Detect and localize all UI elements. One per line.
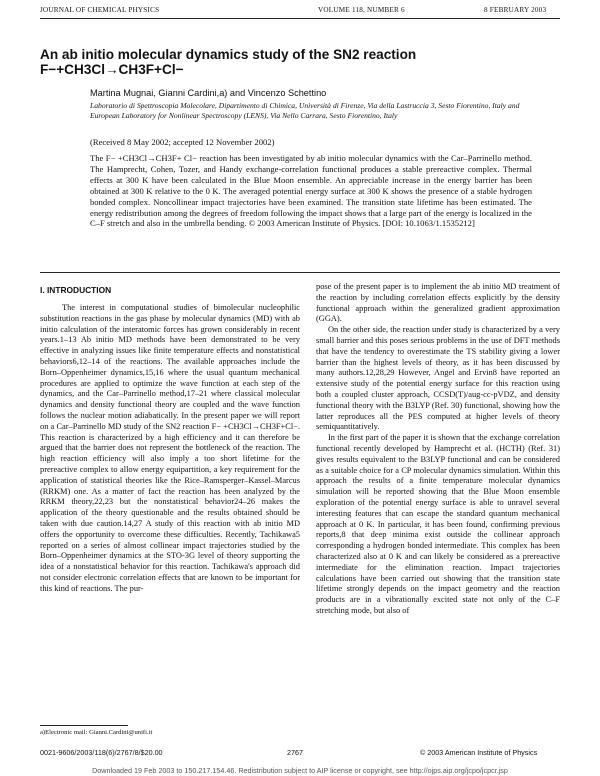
- right-column-text: [316, 282, 560, 617]
- paper-title: [40, 48, 416, 77]
- volume-info: VOLUME 118, NUMBER 6: [318, 6, 405, 14]
- footnote: a)Electronic mail: Gianni.Cardini@unifi.it: [40, 729, 153, 736]
- paragraph: pose of the present paper is to implement the ab initio MD treatment of the reaction by including correlation effects explicitly by the density functional approach within the generalized gradient approximation (GGA).: [316, 282, 560, 324]
- paragraph: In the first part of the paper it is shown that the exchange correlation functional recently developed by Hamprecht et al. (HCTH) (Ref. 31) gives results equivalent to the B3LYP functional and can be considered as a suitable choice for a CP molecular dynamics simulation. Within this approach the results of a finite temperature molecular dynamics simulation will be reported showing that the Blue Moon ensemble exploration of the potential energy surface is able to unravel several interesting features that can escape the standard quantum mechanical approach at 0 K. In particular, it has been found, confirming previous reports,8 that deep minima exist outside the collinear approach corresponding a hydrogen bonded intermediate. This complex has been characterized also at 0 K and can likely be considered as a prereactive intermediate for the elimination reaction. Impact trajectories calculations have been carried out showing that the transition state lifetime strongly depends on the impact geometry and the reaction products are in a vibrationally excited state not only of the C–F stretching mode, but also of: [316, 433, 560, 615]
- left-column-text: The interest in computational studies of bimolecular nucleophilic substitution reactions in the gas phase by molecular dynamics (MD) with ab initio calculation of the interatomic forces has grown considerably in recent years.1–13 Ab initio MD methods have been demonstrated to be very effective in analyzing issues like finite temperature effects and nonstatistical behaviors6,12–14 of the reactions. The available approaches include the Born–Oppenheimer dynamics,15,16 where the usual quantum mechanical procedures are applied to optimize the wave function at each step of the dynamics, and the Car–Parrinello method,17–21 where classical molecular dynamics and density functional theory are coupled and the wave function follows the nuclear motion adiabatically. In the present paper we will report on a Car–Parrinello MD study of the SN2 reaction F− +CH3Cl→CH3F+Cl−. This reaction is characterized by a high efficiency and it can therefore be argued that the barrier does not represent the bottleneck of the reaction. The high reaction efficiency will also imply a too short lifetime for the prereactive complex to allow energy equipartition, a key requirement for the application of statistical theories like the Rice–Ramsperger–Kassel–Marcus (RRKM) one. As a matter of fact the reaction has been analyzed by the RRKM theory,22,23 but the nonstatistical behavior24–26 makes the application of the theory questionable and the results obtained should be taken with due caution.14,27 A study of this reaction with ab initio MD offers the opportunity to overcome these difficulties. Recently, Tachikawa5 reported on a series of almost collinear impact trajectories studied by the Born–Oppenheimer dynamics at the STO-3G level of theory supporting the idea of a nonstatistical behavior for this reaction. Tachikawa's approach did not consider electronic correlation effects that are known to be important for this kind of reactions. The pur-: [40, 303, 300, 593]
- paragraph: On the other side, the reaction under study is characterized by a very small barrier and this poses serious problems in the use of DFT methods that have the tendency to overestimate the TS stability giving a lower barrier than the highest levels of theory, as it has been discussed by many authors.12,28,29 However, Angel and Ervin8 have reported an extensive study of the potential energy surface for this reaction using both a coupled cluster approach, CCSD(T)/aug-cc-pVDZ, and density functional theory with the B3LYP (Ref. 30) functional, showing how the latter reproduces all the PES computed at higher levels of theory semiquantitatively.: [316, 325, 560, 432]
- footnote-rule: [40, 725, 128, 726]
- section-heading: I. INTRODUCTION: [40, 285, 112, 295]
- abstract: The F− +CH3Cl→CH3F+ Cl− reaction has been investigated by ab initio molecular dynamics with the Car–Parrinello method. The Hamprecht, Cohen, Tozer, and Handy exchange-correlation functional produces a stable prereactive complex. Thermal effects at 300 K have been calculated in the Blue Moon ensemble. An appreciable increase in the energy barrier has been obtained at 300 K relative to the 0 K. The averaged potential energy surface at 300 K shows the presence of a stable hydrogen bonded complex. Noncollinear impact trajectories have been examined. The transition state lifetime has been estimated. The energy redistribution among the degrees of freedom following the impact shows that a large part of the energy is localized in the C–F stretch and also in the umbrella bending. © 2003 American Institute of Physics. [DOI: 10.1063/1.1535212]: [90, 153, 532, 229]
- download-notice: Downloaded 19 Feb 2003 to 150.217.154.46. Redistribution subject to AIP license or copyright, see http://ojps.aip.org/jcpo/jcpcr.jsp: [92, 766, 508, 775]
- affiliation: Laboratorio di Spettroscopia Molecolare, Dipartimento di Chimica, Università di Firenze, Via della Lastruccia 3, Sesto Fiorentino, Italy and European Laboratory for Nonlinear Spectroscopy (LENS), Via Nello Carrara, Sesto Fiorentino, Italy: [90, 101, 520, 121]
- footer-code: 0021-9606/2003/118(6)/2767/8/$20.00: [40, 748, 163, 757]
- received-dates: (Received 8 May 2002; accepted 12 November 2002): [90, 137, 275, 147]
- title-line-2: F−+CH3Cl→CH3F+Cl−: [40, 61, 184, 77]
- journal-name: JOURNAL OF CHEMICAL PHYSICS: [40, 6, 160, 14]
- author-list: Martina Mugnai, Gianni Cardini,a) and Vincenzo Schettino: [90, 88, 327, 98]
- issue-date: 8 FEBRUARY 2003: [484, 6, 547, 14]
- page-number: 2767: [287, 748, 303, 757]
- footer-copyright: © 2003 American Institute of Physics: [420, 748, 538, 757]
- header-rule: [40, 18, 560, 19]
- abstract-rule: [40, 272, 560, 273]
- title-line-1: An ab initio molecular dynamics study of the SN2 reaction: [40, 47, 417, 62]
